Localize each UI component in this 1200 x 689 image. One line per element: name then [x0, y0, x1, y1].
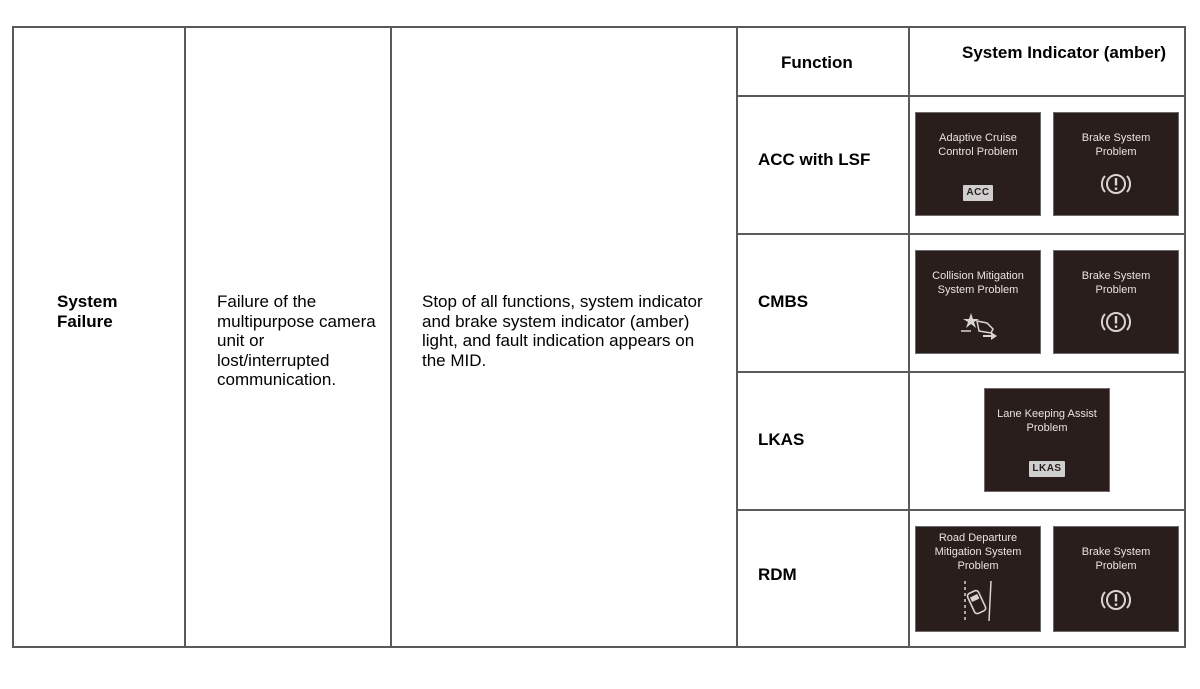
function-lkas: LKAS: [758, 430, 805, 449]
panel-text: Brake System Problem: [1081, 132, 1151, 158]
cmbs-problem-panel: [915, 250, 1041, 354]
brake-warning-icon: [1099, 171, 1133, 197]
brake-problem-panel: [1053, 250, 1179, 354]
failure-table: [12, 26, 1186, 648]
panel-text: Brake System Problem: [1081, 270, 1151, 296]
column-divider-2: [390, 26, 392, 648]
brake-warning-icon: [1099, 587, 1133, 613]
lkas-badge-icon: LKAS: [1029, 461, 1064, 477]
header-indicator: System Indicator (amber): [962, 43, 1167, 62]
function-cmbs: CMBS: [758, 292, 809, 311]
table-border-top: [12, 26, 1186, 28]
panel-text: Road Departure Mitigation System Problem: [934, 532, 1022, 572]
collision-icon: [953, 309, 1003, 341]
result-text: Stop of all functions, system indicator and brake system indicator (amber) light, and fault indication appears on the MID.: [422, 292, 703, 370]
table-border-bottom: [12, 646, 1186, 648]
panel-text: Collision Mitigation System Problem: [932, 270, 1024, 296]
brake-problem-panel: [1053, 526, 1179, 632]
brake-warning-icon: [1099, 309, 1133, 335]
rdm-problem-panel: [915, 526, 1041, 632]
header-function: Function: [781, 53, 853, 72]
road-departure-icon: [953, 579, 1003, 623]
table-border-left: [12, 26, 14, 648]
row-divider-2: [736, 371, 1186, 373]
panel-text: Brake System Problem: [1081, 546, 1151, 572]
condition-label: System Failure: [57, 292, 118, 331]
column-divider-1: [184, 26, 186, 648]
function-acc: ACC with LSF: [758, 150, 871, 169]
column-divider-3: [736, 26, 738, 648]
table-border-right: [1184, 26, 1186, 648]
panel-text: Lane Keeping Assist Problem: [997, 408, 1097, 434]
acc-problem-panel: [915, 112, 1041, 216]
row-divider-1: [736, 233, 1186, 235]
function-rdm: RDM: [758, 565, 797, 584]
brake-problem-panel: [1053, 112, 1179, 216]
acc-badge-icon: ACC: [963, 185, 992, 201]
cause-text: Failure of the multipurpose camera unit or lost/interrupted communication.: [217, 292, 376, 389]
row-divider-header: [736, 95, 1186, 97]
panel-text: Adaptive Cruise Control Problem: [938, 132, 1018, 158]
row-divider-3: [736, 509, 1186, 511]
column-divider-4: [908, 26, 910, 648]
lkas-problem-panel: [984, 388, 1110, 492]
